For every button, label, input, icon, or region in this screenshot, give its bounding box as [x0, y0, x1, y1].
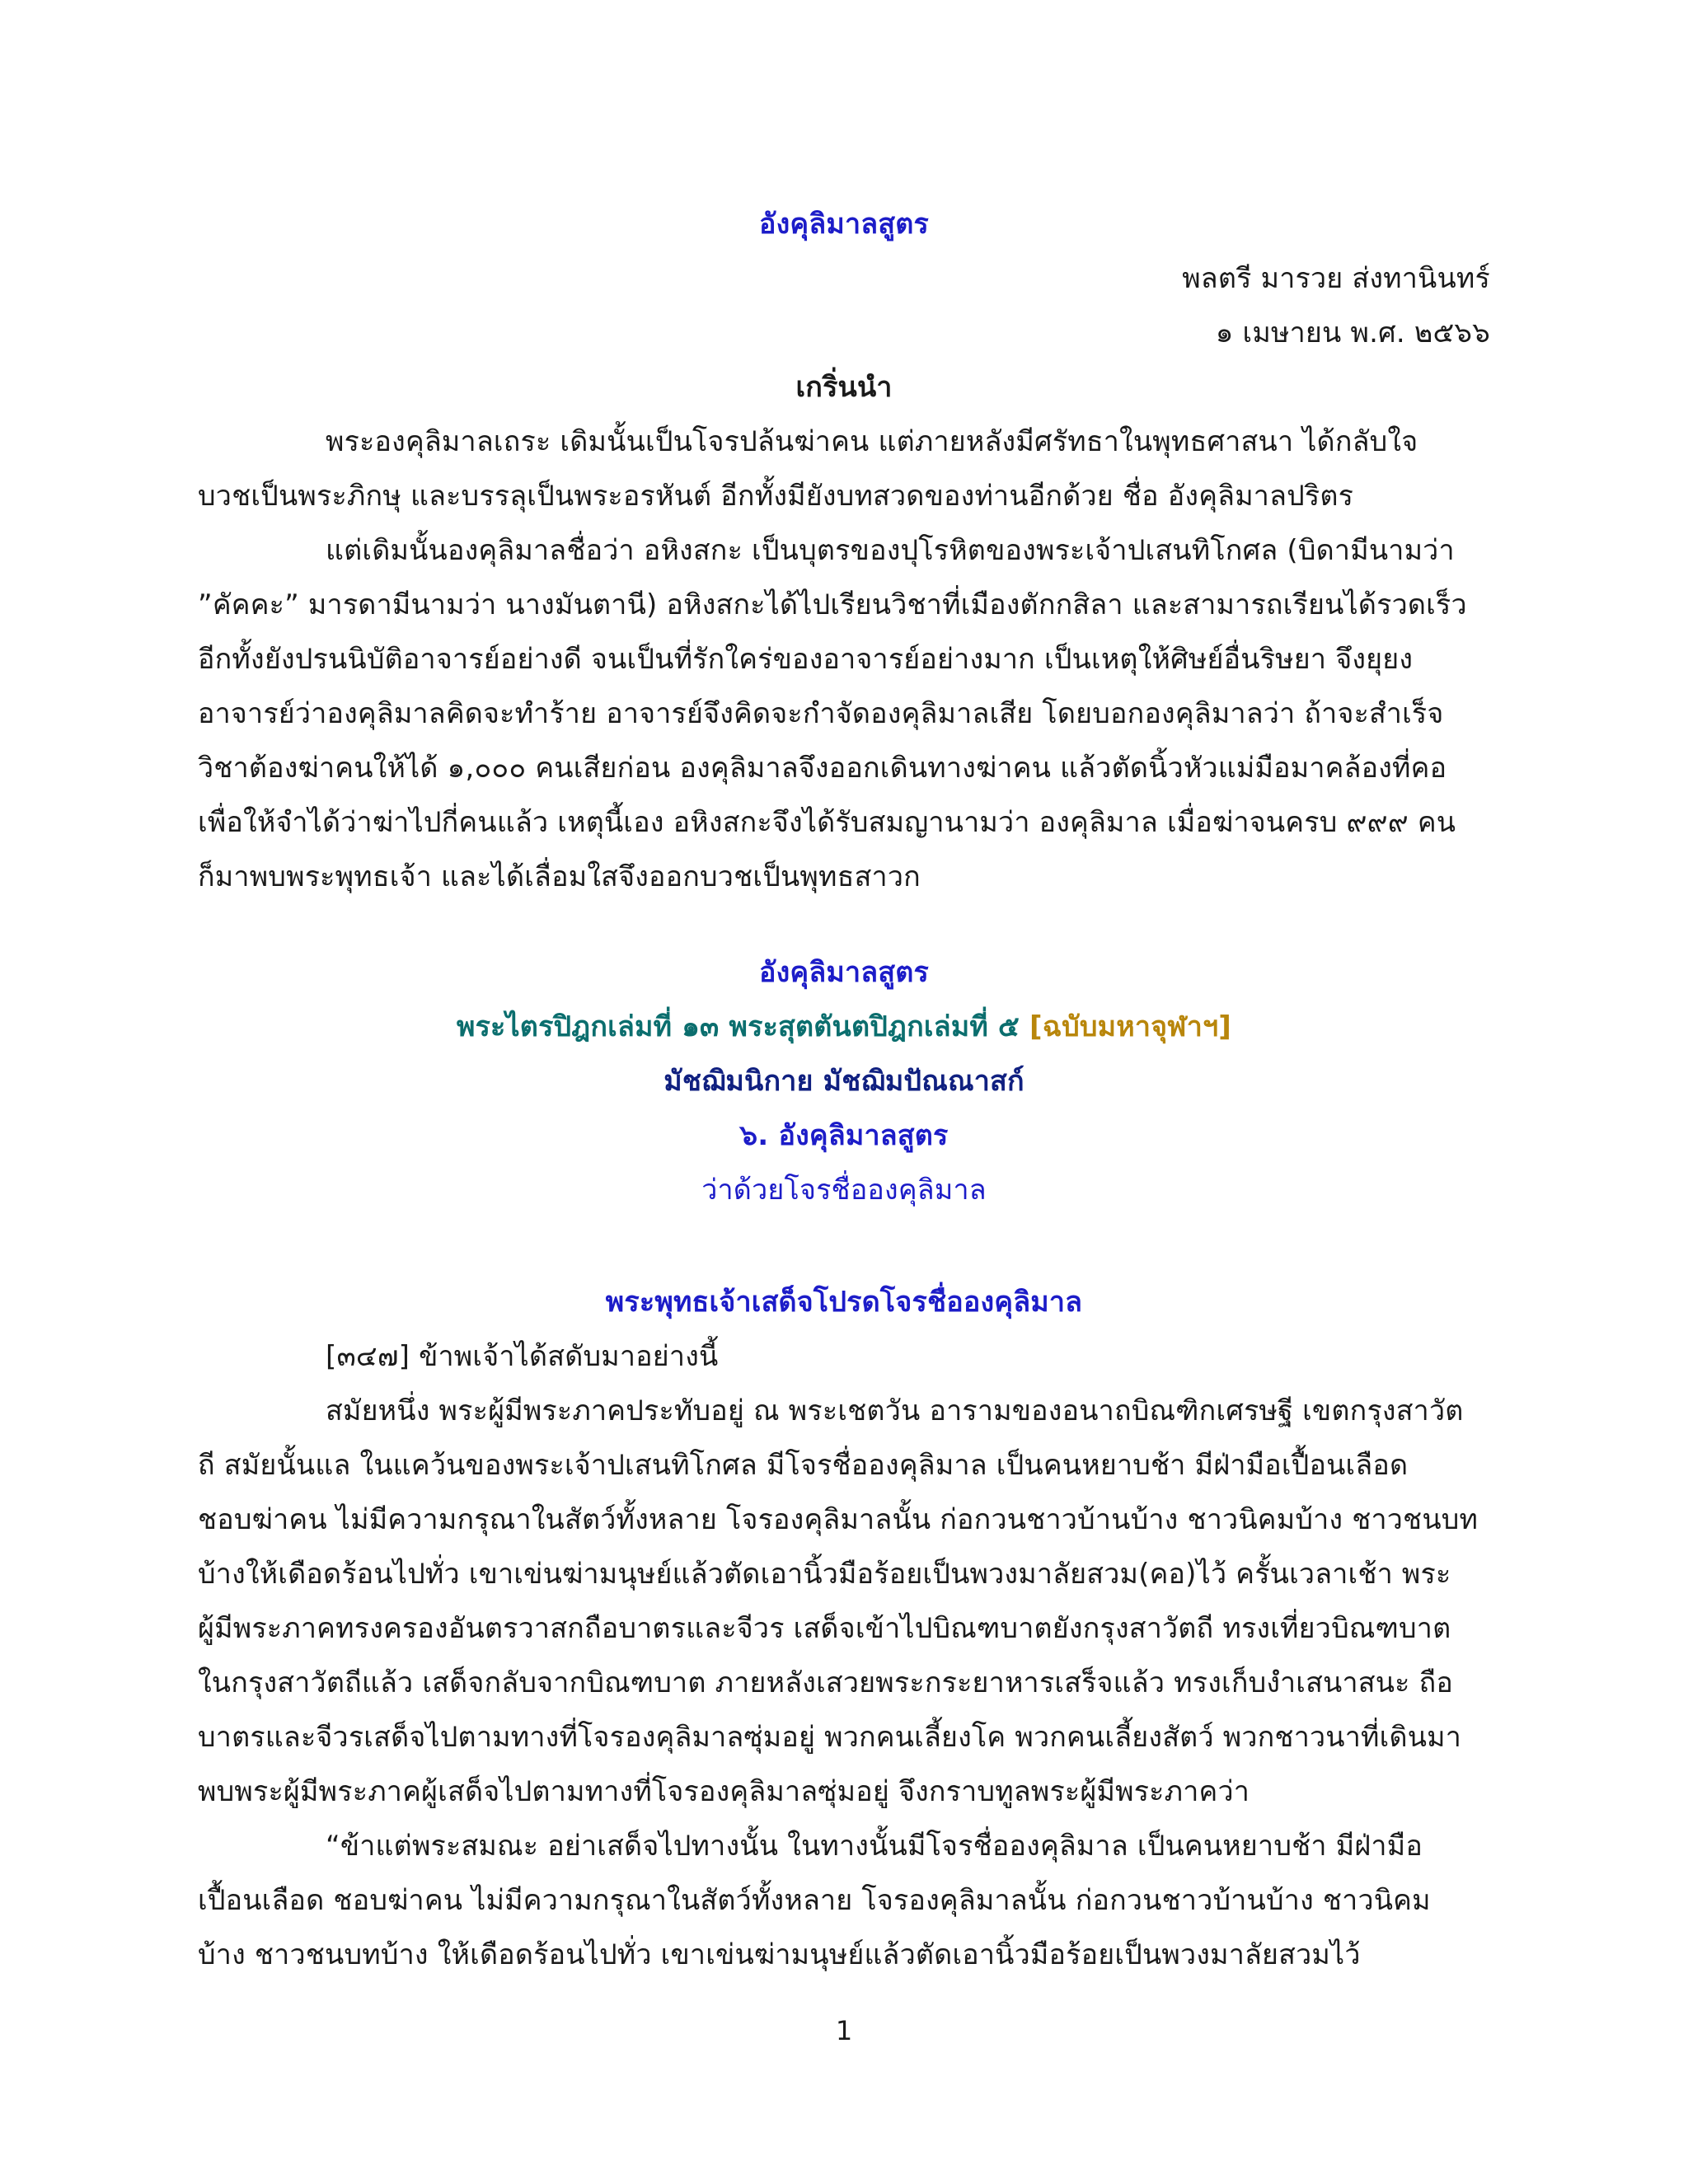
intro-line: วิชาต้องฆ่าคนให้ได้ ๑,๐๐๐ คนเสียก่อน องคุลิมาลจึงออกเดินทางฆ่าคน แล้วตัดนิ้วหัวแม่มือมาคล้องที่คอ: [198, 752, 1447, 785]
section-line: บาตรและจีวรเสด็จไปตามทางที่โจรองคุลิมาลซุ่มอยู่ พวกคนเลี้ยงโค พวกคนเลี้ยงสัตว์ พวกชาวนาที่เดินมา: [198, 1721, 1462, 1754]
edition-label: [ฉบับมหาจุฬาฯ]: [1029, 1010, 1232, 1043]
intro-line: แต่เดิมนั้นองคุลิมาลชื่อว่า อหิงสกะ เป็นบุตรของปุโรหิตของพระเจ้าปเสนทิโกศล (บิดามีนามว่า: [326, 534, 1455, 567]
collection-title: มัชฌิมนิกาย มัชฌิมปัณณาสก์: [663, 1065, 1025, 1098]
intro-line: อีกทั้งยังปรนนิบัติอาจารย์อย่างดี จนเป็นที่รักใคร่ของอาจารย์อย่างมาก เป็นเหตุให้ศิษย์อื่นริษยา จึงยุยง: [198, 643, 1414, 676]
author-line: พลตรี มารวย ส่งทานินทร์: [1182, 262, 1490, 295]
date-line: ๑ เมษายน พ.ศ. ๒๕๖๖: [1215, 316, 1490, 349]
document-title: อังคุลิมาลสูตร: [758, 208, 930, 241]
section-line: บ้าง ชาวชนบทบ้าง ให้เดือดร้อนไปทั่ว เขาเข่นฆ่ามนุษย์แล้วตัดเอานิ้วมือร้อยเป็นพวงมาลัยสวมไว้: [198, 1938, 1361, 1971]
section-heading: พระพุทธเจ้าเสด็จโปรดโจรชื่อองคุลิมาล: [605, 1286, 1083, 1319]
intro-line: เพื่อให้จำได้ว่าฆ่าไปกี่คนแล้ว เหตุนี้เอง อหิงสกะจึงได้รับสมญานามว่า องคุลิมาล เมื่อฆ่าจนครบ ๙๙๙ คน: [198, 806, 1456, 839]
tipitaka-volume: พระไตรปิฎกเล่มที่ ๑๓ พระสุตตันตปิฎกเล่มที่ ๕: [456, 1010, 1020, 1043]
section-line: ในกรุงสาวัตถีแล้ว เสด็จกลับจากบิณฑบาต ภายหลังเสวยพระกระยาหารเสร็จแล้ว ทรงเก็บงำเสนาสนะ ถือ: [198, 1666, 1454, 1699]
intro-line: ก็มาพบพระพุทธเจ้า และได้เลื่อมใสจึงออกบวชเป็นพุทธสาวก: [198, 860, 921, 893]
section-line: “ข้าแต่พระสมณะ อย่าเสด็จไปทางนั้น ในทางนั้นมีโจรชื่อองคุลิมาล เป็นคนหยาบช้า มีฝ่ามือ: [326, 1830, 1423, 1863]
sutta-number-title: ๖. อังคุลิมาลสูตร: [739, 1119, 949, 1152]
intro-line: บวชเป็นพระภิกษุ และบรรลุเป็นพระอรหันต์ อีกทั้งมียังบทสวดของท่านอีกด้วย ชื่อ อังคุลิมาลปริตร: [198, 480, 1354, 513]
sutta-subtitle: ว่าด้วยโจรชื่อองคุลิมาล: [701, 1174, 987, 1207]
intro-line: ”คัคคะ” มารดามีนามว่า นางมันตานี) อหิงสกะได้ไปเรียนวิชาที่เมืองตักกสิลา และสามารถเรียนได้รวดเร็ว: [198, 588, 1467, 621]
section-line: บ้างให้เดือดร้อนไปทั่ว เขาเข่นฆ่ามนุษย์แล้วตัดเอานิ้วมือร้อยเป็นพวงมาลัยสวม(คอ)ไว้ ครั้นเวลาเช้า พระ: [198, 1558, 1451, 1591]
section-line: ถี สมัยนั้นแล ในแคว้นของพระเจ้าปเสนทิโกศล มีโจรชื่อองคุลิมาล เป็นคนหยาบช้า มีฝ่ามือเปื้อนเลือด: [198, 1449, 1409, 1482]
sutta-title: อังคุลิมาลสูตร: [758, 956, 930, 989]
intro-line: อาจารย์ว่าองคุลิมาลคิดจะทำร้าย อาจารย์จึงคิดจะกำจัดองคุลิมาลเสีย โดยบอกองคุลิมาลว่า ถ้าจะสำเร็จ: [198, 697, 1444, 730]
section-line: [๓๔๗] ข้าพเจ้าได้สดับมาอย่างนี้: [326, 1340, 719, 1373]
intro-heading: เกริ่นนำ: [795, 371, 893, 404]
section-line: เปื้อนเลือด ชอบฆ่าคน ไม่มีความกรุณาในสัตว์ทั้งหลาย โจรองคุลิมาลนั้น ก่อกวนชาวบ้านบ้าง ชาวนิคม: [198, 1884, 1431, 1917]
section-line: พบพระผู้มีพระภาคผู้เสด็จไปตามทางที่โจรองคุลิมาลซุ่มอยู่ จึงกราบทูลพระผู้มีพระภาคว่า: [198, 1775, 1250, 1808]
page-number: 1: [835, 2015, 853, 2046]
tipitaka-reference: [0, 1001, 1688, 1053]
section-line: ผู้มีพระภาคทรงครองอันตรวาสกถือบาตรและจีวร เสด็จเข้าไปบิณฑบาตยังกรุงสาวัตถี ทรงเที่ยวบิณฑบาต: [198, 1612, 1451, 1645]
intro-line: พระองคุลิมาลเถระ เดิมนั้นเป็นโจรปล้นฆ่าคน แต่ภายหลังมีศรัทธาในพุทธศาสนา ได้กลับใจ: [326, 425, 1418, 458]
section-line: ชอบฆ่าคน ไม่มีความกรุณาในสัตว์ทั้งหลาย โจรองคุลิมาลนั้น ก่อกวนชาวบ้านบ้าง ชาวนิคมบ้าง ชาวชนบท: [198, 1503, 1479, 1536]
section-line: สมัยหนึ่ง พระผู้มีพระภาคประทับอยู่ ณ พระเชตวัน อารามของอนาถบิณฑิกเศรษฐี เขตกรุงสาวัต: [326, 1394, 1464, 1427]
